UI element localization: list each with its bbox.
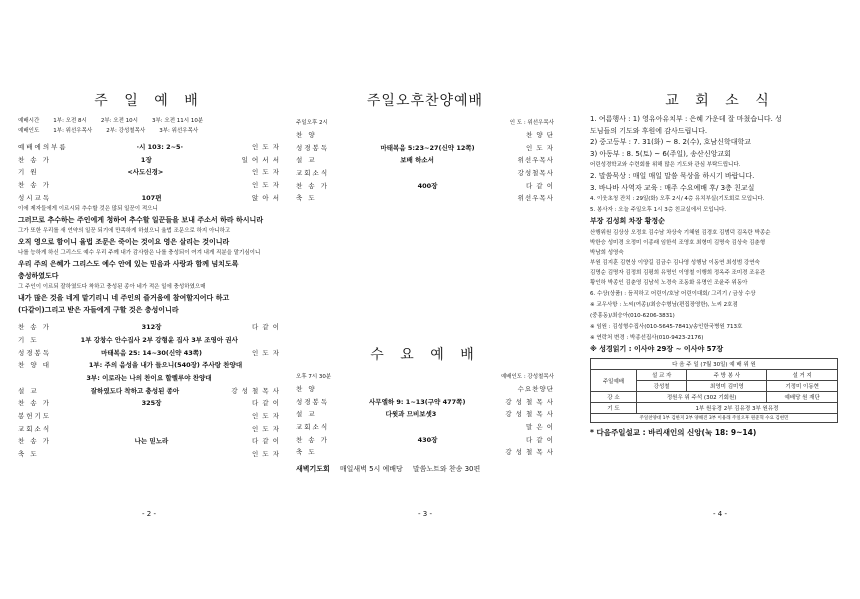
- wednesday-info: [296, 372, 554, 382]
- list-item: ※ 연락처 변경 : 박종선집사(010-9423-2176): [590, 334, 704, 341]
- item-content: 보배 하소서: [400, 156, 434, 165]
- item-label: 찬 양 대: [18, 361, 51, 370]
- reading-line: 그 주인이 이르되 잘하였도다 착하고 충성된 종아 네가 적은 일에 충성하였으매: [18, 284, 206, 291]
- table-row: [18, 140, 280, 153]
- time-1: 1부: 오전 8시: [53, 118, 87, 124]
- sunday-service-title: 주 일 예 배: [94, 93, 204, 109]
- list-item: 황인하 박종인 김춘영 김남석 노경숙 조동화 유명인 조윤주 위동아: [590, 279, 748, 286]
- item-content: 400장: [417, 181, 438, 190]
- news-list: [590, 114, 850, 355]
- afternoon-order: [296, 128, 554, 204]
- item-person: 다 같 이: [252, 323, 280, 332]
- service-leader: 예배인도 : 강성철목사: [500, 374, 554, 381]
- item-person: 찬 양 단: [526, 130, 554, 139]
- schedule-cell: 기정미 이동현: [767, 381, 838, 392]
- item-label: 찬 송 가: [18, 437, 51, 446]
- item-label: 성경봉독: [296, 397, 330, 406]
- item-person: 인 도 자: [252, 168, 280, 177]
- time-3: 3부: 오전 11시 10분: [151, 118, 204, 124]
- item-person: 강 성 철 목 사: [231, 386, 280, 395]
- item-label: 성경봉독: [296, 143, 330, 152]
- table-row: [18, 333, 280, 346]
- table-row: [296, 141, 554, 154]
- list-item: 부원 김지훈 김현상 이양길 김금수 김나영 성행남 이동연 최성범 강연숙: [590, 259, 760, 266]
- list-item: (중흥동)/최승아(010-6206-3831): [590, 312, 675, 319]
- list-item: 1. 여름행사 : 1) 영유아유치부 : 은혜 가운데 잘 마쳤습니다. 성: [590, 115, 782, 123]
- item-label: 설 교: [18, 386, 39, 395]
- table-row: [18, 320, 280, 333]
- list-item: ※ 임원 : 김성형수집사(010-5645-7841)/송인한국병원 713호: [590, 323, 743, 330]
- schedule-row-label: 주일예배: [591, 370, 637, 392]
- item-content: 325장: [141, 399, 162, 408]
- item-person: 위선우목사: [517, 194, 554, 203]
- item-label: 설 교: [296, 156, 317, 165]
- afternoon-service-title: 주일오후찬양예배: [366, 93, 484, 109]
- item-person: 다 같 이: [252, 437, 280, 446]
- item-content: 1부: 주의 음성을 내가 들으니(540장) 주사랑 찬양대: [88, 361, 243, 370]
- item-content: 마태복음 5:23~27(신약 12쪽): [380, 143, 475, 152]
- item-person: 인 도 자: [252, 142, 280, 151]
- list-item: 3. 바나바 사역자 교육 : 매주 수요예배 후/ 3층 친교실: [590, 183, 755, 192]
- church-news-title: 교 회 소 식: [665, 93, 775, 109]
- table-row: [18, 397, 280, 410]
- reading-line: 충성하였도다: [18, 272, 59, 281]
- item-person: 인 도 자: [526, 143, 554, 152]
- wednesday-order: [296, 382, 554, 458]
- table-row: [296, 166, 554, 179]
- item-person: 강성철목사: [517, 168, 554, 177]
- table-row: [18, 153, 280, 166]
- reading-line: 그러므로 추수하는 주인에게 청하여 추수할 일꾼들을 보내 주소서 하라 하시니라: [18, 216, 264, 225]
- schedule-col: 설 거 지: [767, 370, 838, 381]
- item-person: 인 도 자: [252, 424, 280, 433]
- item-person: 인 도 자: [252, 450, 280, 459]
- reading-line: 오직 영으로 함이니 율법 조문은 죽이는 것이요 영은 살리는 것이니라: [18, 238, 230, 247]
- item-person: 앉 아 서: [252, 193, 280, 202]
- item-label: 교회소식: [296, 423, 330, 432]
- list-item: 2) 중고등부 : 7. 31(화) ~ 8. 2(수), 호남신학대학교: [590, 138, 751, 146]
- table-row: [18, 422, 280, 435]
- table-row: [18, 346, 280, 359]
- table-row: [18, 359, 280, 372]
- item-label: 기 도: [18, 335, 39, 344]
- item-content: 430장: [417, 435, 438, 444]
- item-content: 마태복음 25: 14~30(신약 43쪽): [101, 348, 203, 357]
- service-times: [18, 116, 280, 126]
- order-of-service: [18, 140, 280, 203]
- item-person: 다 같 이: [252, 399, 280, 408]
- item-label: 축 도: [296, 448, 317, 457]
- list-item: 김명순 김명자 김정희 김평희 유명인 이영철 이행희 정옥주 조미경 조유관: [590, 269, 766, 276]
- list-item: ※ 교우사항 : 노씨(여종)/최승수형님(편집장영한), 노씨 2호점: [590, 301, 738, 308]
- page-number: - 4 -: [713, 510, 727, 518]
- order-of-service-2: [18, 320, 280, 460]
- list-item: ※ 성경읽기 : 이사야 29장 ~ 이사야 57장: [590, 344, 724, 353]
- schedule-notes: 주일찬양대 1부 김한지 2부 양해진 3부 이용래 주일오후 원준혁 수요 김현민: [591, 414, 838, 423]
- item-content: 1장: [140, 155, 152, 164]
- list-item: 박한승 성미경 오정미 이종래 임한석 조영호 최형미 김명숙 김상숙 김춘형: [590, 239, 766, 246]
- table-row: [18, 384, 280, 397]
- item-label: 예배에의부름: [18, 142, 68, 151]
- list-item: 산행위원 김상상 오정호 김수남 차상숙 기혜원 김경호 김범덕 김옥란 박종순: [590, 229, 771, 236]
- table-row: [296, 153, 554, 166]
- service-leaders: [18, 126, 280, 136]
- table-row: [591, 403, 838, 414]
- item-label: 찬 양: [296, 130, 317, 139]
- item-content: 다윗과 므비보셋3: [385, 410, 437, 419]
- list-item: 부장 김성희 차장 황정순: [590, 217, 665, 225]
- table-row: [296, 433, 554, 446]
- item-label: 찬 송 가: [18, 323, 51, 332]
- schedule-col: 설 교 자: [636, 370, 687, 381]
- item-label: 찬 송 가: [18, 180, 51, 189]
- item-person: 다 같 이: [526, 435, 554, 444]
- reading-line: 우리 주의 은혜가 그리스도 예수 안에 있는 믿음과 사랑과 함께 넘치도록: [18, 260, 239, 269]
- schedule-cell: 강 소: [591, 392, 637, 403]
- list-item: 6. 수상(상품) : 듬직하고 어린이/호남 어린이대회/ 그리기 / 금상 수상: [590, 290, 756, 297]
- item-person: 말 은 이: [526, 423, 554, 432]
- reading-line: 그가 또한 우리를 새 언약의 일꾼 되기에 만족하게 하셨으니 율법 조문으로 하지 아니하고: [18, 228, 231, 235]
- item-label: 찬 송 가: [18, 399, 51, 408]
- item-content: <사도신경>: [127, 168, 164, 177]
- list-item: 5. 봉사자 : 오늘 주일오후 1시 3층 친교실에서 모입니다.: [590, 207, 727, 213]
- item-person: 인 도 자: [252, 180, 280, 189]
- table-row: [591, 359, 838, 370]
- item-person: 위선우목사: [517, 156, 554, 165]
- reading-line: 내가 많은 것을 네게 맡기리니 네 주인의 즐거움에 참여할지어다 하고: [18, 294, 230, 303]
- dawn-prayer-time: 매일새벽 5시 예배당: [339, 465, 403, 474]
- service-leader: 인 도 : 위선우목사: [509, 120, 554, 126]
- list-item: 어린성경학교와 수련회를 위해 많은 기도와 관심 부탁드립니다.: [590, 162, 741, 168]
- table-row: [591, 414, 838, 423]
- item-label: 찬 송 가: [296, 435, 329, 444]
- list-item: 도님들의 기도와 후원에 감사드립니다.: [590, 126, 708, 135]
- dawn-prayer-label: 새벽기도회: [296, 465, 330, 474]
- dawn-prayer-note: 말씀노트와 찬송 30편: [412, 465, 481, 474]
- schedule-cell: 기 도: [591, 403, 637, 414]
- item-label: 성시교독: [18, 193, 52, 202]
- item-person: 다 같 이: [526, 181, 554, 190]
- item-content: 107편: [141, 193, 162, 202]
- wednesday-service-title: 수 요 예 배: [370, 347, 480, 364]
- page-number: - 3 -: [418, 510, 432, 518]
- table-row: [18, 165, 280, 178]
- item-content: ·시 103: 2~5·: [136, 142, 184, 151]
- list-item: 3) 아동부 : 8. 5(토) ~ 6(주일), 송산신앙교회: [590, 149, 731, 158]
- item-label: 찬 송 가: [296, 181, 329, 190]
- table-row: [296, 128, 554, 141]
- list-item: 2. 말씀묵상 : 매일 매일 말씀 묵상을 하시기 바랍니다.: [590, 172, 755, 180]
- item-person: 일 어 서 서: [241, 155, 280, 164]
- table-row: [296, 408, 554, 421]
- item-person: 인 도 자: [252, 348, 280, 357]
- table-row: [296, 191, 554, 204]
- item-person: 강 성 철 목 사: [505, 448, 554, 457]
- next-week-schedule: [590, 358, 838, 423]
- schedule-cell: 정원우 위 주석 (302 기회원): [636, 392, 766, 403]
- table-row: [296, 420, 554, 433]
- schedule-cell: 예배당 원 재단: [767, 392, 838, 403]
- church-news-page: [590, 0, 850, 599]
- item-label: 교회소식: [18, 424, 52, 433]
- item-content: 3부: 이로라는 나의 찬이요 할렐루야 찬양대: [86, 374, 212, 383]
- afternoon-service-page: [296, 0, 554, 599]
- item-label: 기 원: [18, 168, 39, 177]
- item-label: 성경봉독: [18, 348, 52, 357]
- item-person: 인 도 자: [252, 412, 280, 421]
- item-person: 수요찬양단: [517, 384, 554, 393]
- leader-3: 3부: 위선우목사: [159, 128, 199, 134]
- time-label: 예배시간: [18, 118, 40, 124]
- service-time: 오후 7시 30분: [296, 374, 332, 381]
- item-content: 잘하였도다 착하고 충성된 종아: [90, 386, 180, 395]
- table-row: [296, 446, 554, 459]
- service-time: 주일오후 2시: [296, 120, 328, 126]
- list-item: 4. 이웃초청 잔치 : 29일(화) 오후 2시/ 4층 유치부실(기도회로 모입니다.: [590, 196, 765, 202]
- afternoon-info: [296, 118, 554, 128]
- item-person: 강 성 철 목 사: [505, 410, 554, 419]
- reading-line: 이에 제자들에게 이르시되 추수할 것은 많되 일꾼이 적으니: [18, 206, 158, 213]
- reading-line: 나를 능하게 하신 그리스도 예수 우리 주께 내가 감사함은 나를 충성되이 여겨 내게 직분을 맡기심이니: [18, 250, 261, 257]
- item-label: 설 교: [296, 410, 317, 419]
- table-row: [591, 392, 838, 403]
- next-sermon: * 다음주일설교 : 바리새인의 신앙(눅 18: 9~14): [590, 428, 757, 437]
- schedule-cell: 1부 원유경 2부 김유경 3부 원유정: [636, 403, 837, 414]
- reading-line: (다같이)그리고 받은 자들에게 구할 것은 충성이니라: [18, 306, 179, 315]
- table-row: [296, 382, 554, 395]
- table-row: [296, 179, 554, 192]
- schedule-cell: 최영미 김미영: [687, 381, 767, 392]
- schedule-cell: 강성철: [636, 381, 687, 392]
- responsive-reading: [18, 204, 280, 316]
- time-2: 2부: 오전 10시: [100, 118, 138, 124]
- table-row: [18, 191, 280, 204]
- item-label: 교회소식: [296, 168, 330, 177]
- page-number: - 2 -: [142, 510, 156, 518]
- table-row: [18, 178, 280, 191]
- item-content: 사무엘하 9: 1~13(구약 477쪽): [369, 397, 466, 406]
- item-label: 봉헌기도: [18, 412, 52, 421]
- table-row: [18, 409, 280, 422]
- item-label: 축 도: [296, 194, 317, 203]
- leader-label: 예배인도: [18, 128, 40, 134]
- leader-2: 2부: 강성철목사: [106, 128, 146, 134]
- item-content: 1부 강창수 안수집사 2부 강형윤 집사 3부 조영아 권사: [80, 335, 238, 344]
- table-row: [591, 370, 838, 381]
- schedule-col: 주 방 봉 사: [687, 370, 767, 381]
- table-row: [18, 447, 280, 460]
- item-label: 찬 송 가: [18, 155, 51, 164]
- item-content: 나는 믿노라: [134, 437, 169, 446]
- table-row: [18, 371, 280, 384]
- leader-1: 1부: 위선우목사: [53, 128, 93, 134]
- dawn-prayer: [296, 464, 554, 474]
- item-label: 찬 양: [296, 384, 317, 393]
- item-person: 강 성 철 목 사: [505, 397, 554, 406]
- list-item: 박남희 성영숙: [590, 249, 624, 256]
- item-label: 축 도: [18, 450, 39, 459]
- table-row: [296, 395, 554, 408]
- schedule-header: 다 음 주 일 (7월 30일) 예 배 위 원: [591, 359, 838, 370]
- item-content: 312장: [141, 323, 162, 332]
- sunday-service-page: [18, 0, 280, 599]
- table-row: [18, 435, 280, 448]
